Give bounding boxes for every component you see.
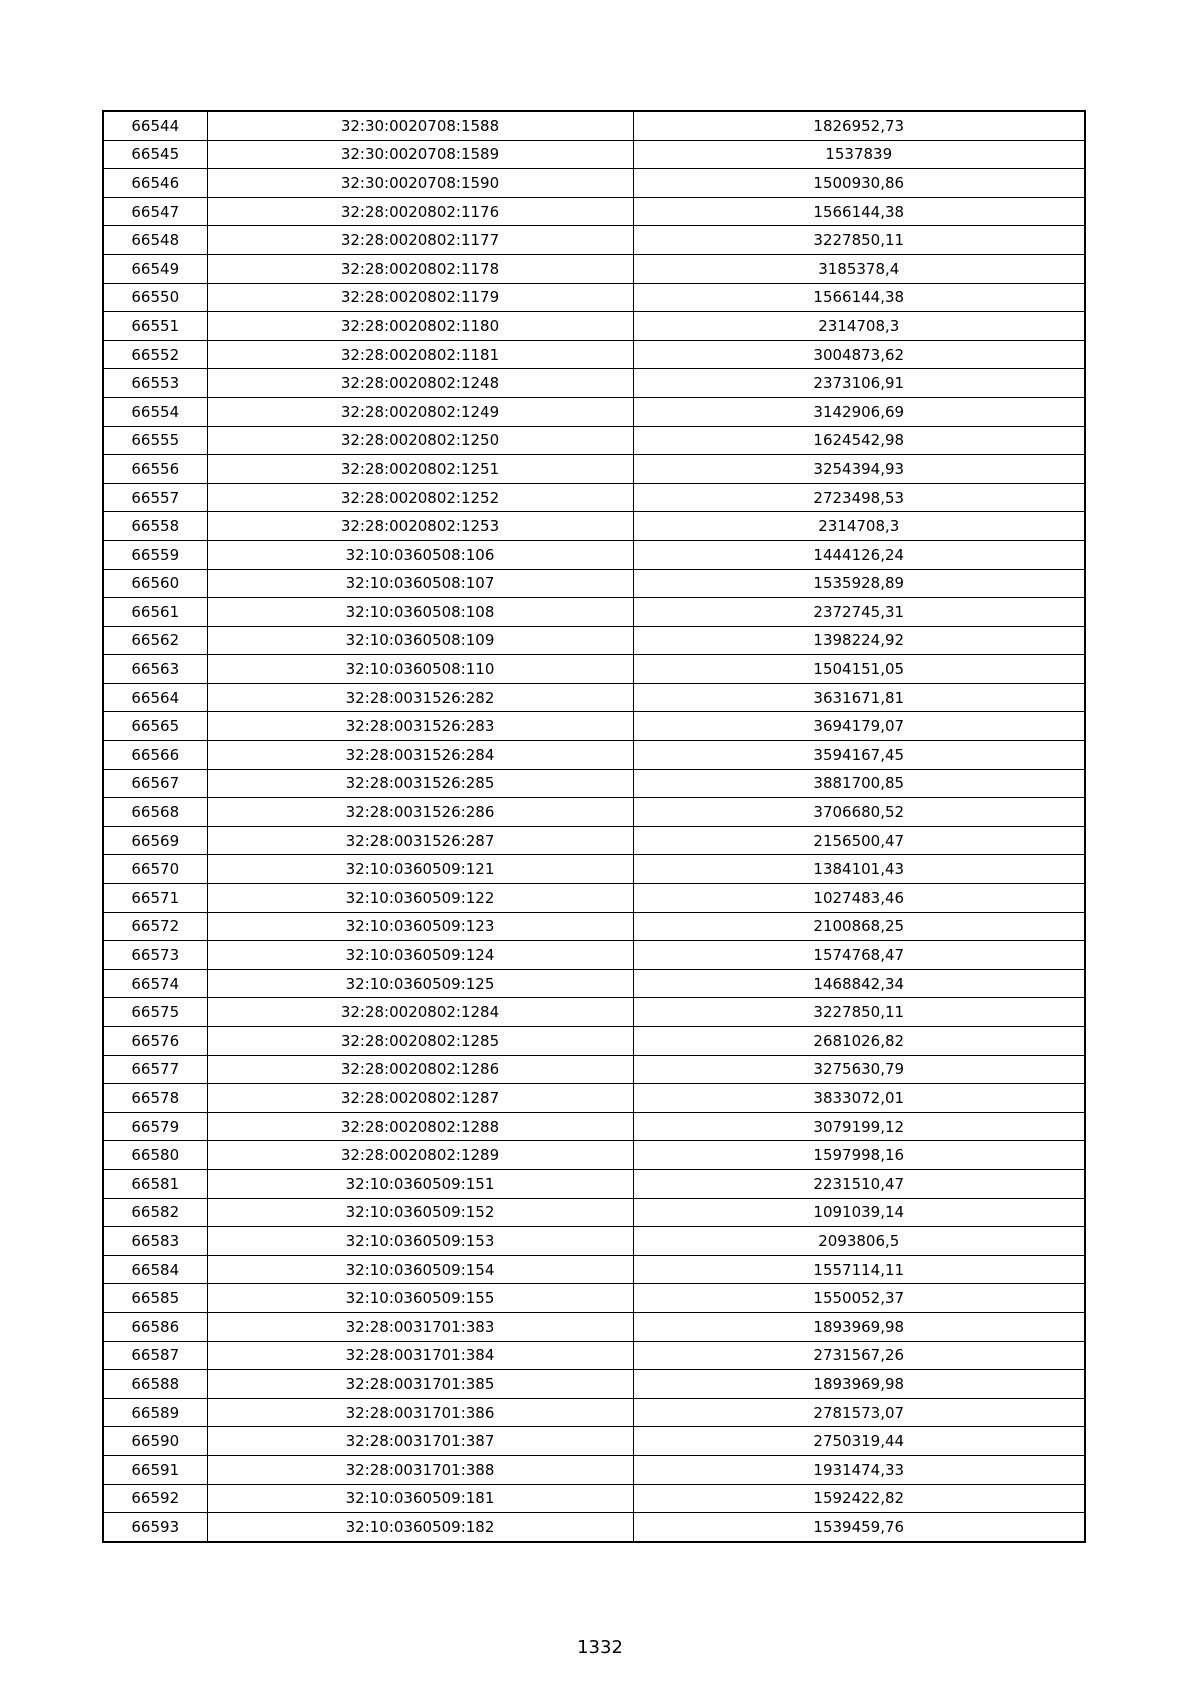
cadastral-number-cell: 32:28:0020802:1289 [207,1141,633,1170]
value-cell: 3185378,4 [633,254,1085,283]
row-number-cell: 66586 [103,1312,207,1341]
value-cell: 1091039,14 [633,1198,1085,1227]
value-cell: 1444126,24 [633,540,1085,569]
table-row [103,1055,1085,1084]
value-cell: 1826952,73 [633,111,1085,140]
table-row [103,741,1085,770]
cadastral-number-cell: 32:28:0020802:1252 [207,483,633,512]
row-number-cell: 66547 [103,197,207,226]
value-cell: 2781573,07 [633,1398,1085,1427]
row-number-cell: 66550 [103,283,207,312]
value-cell: 3142906,69 [633,397,1085,426]
row-number-cell: 66580 [103,1141,207,1170]
table-row [103,884,1085,913]
table-row [103,197,1085,226]
cadastral-number-cell: 32:28:0031701:387 [207,1427,633,1456]
value-cell: 2100868,25 [633,912,1085,941]
value-cell: 2314708,3 [633,512,1085,541]
table-row [103,712,1085,741]
row-number-cell: 66569 [103,826,207,855]
table-row [103,1284,1085,1313]
value-cell: 1500930,86 [633,169,1085,198]
value-cell: 1557114,11 [633,1255,1085,1284]
row-number-cell: 66577 [103,1055,207,1084]
table-row [103,1112,1085,1141]
cadastral-number-cell: 32:10:0360509:122 [207,884,633,913]
table-row [103,1312,1085,1341]
row-number-cell: 66545 [103,140,207,169]
value-cell: 2723498,53 [633,483,1085,512]
row-number-cell: 66573 [103,941,207,970]
table-row [103,598,1085,627]
row-number-cell: 66559 [103,540,207,569]
row-number-cell: 66556 [103,455,207,484]
table-row [103,369,1085,398]
row-number-cell: 66548 [103,226,207,255]
row-number-cell: 66561 [103,598,207,627]
cadastral-number-cell: 32:30:0020708:1588 [207,111,633,140]
value-cell: 1566144,38 [633,197,1085,226]
table-row [103,426,1085,455]
value-cell: 2373106,91 [633,369,1085,398]
table-row [103,1169,1085,1198]
row-number-cell: 66549 [103,254,207,283]
cadastral-number-cell: 32:28:0020802:1178 [207,254,633,283]
value-cell: 3254394,93 [633,455,1085,484]
row-number-cell: 66552 [103,340,207,369]
cadastral-number-cell: 32:28:0031526:284 [207,741,633,770]
value-cell: 3833072,01 [633,1084,1085,1113]
row-number-cell: 66567 [103,769,207,798]
cadastral-number-cell: 32:10:0360509:121 [207,855,633,884]
value-cell: 2156500,47 [633,826,1085,855]
table-row [103,1341,1085,1370]
row-number-cell: 66557 [103,483,207,512]
row-number-cell: 66553 [103,369,207,398]
cadastral-number-cell: 32:10:0360509:153 [207,1227,633,1256]
value-cell: 1468842,34 [633,969,1085,998]
table-row [103,1455,1085,1484]
cadastral-number-cell: 32:28:0031526:287 [207,826,633,855]
table-row [103,1198,1085,1227]
table-row [103,540,1085,569]
row-number-cell: 66579 [103,1112,207,1141]
cadastral-number-cell: 32:28:0020802:1253 [207,512,633,541]
table-row [103,254,1085,283]
cadastral-number-cell: 32:28:0031526:282 [207,683,633,712]
cadastral-number-cell: 32:10:0360509:124 [207,941,633,970]
value-cell: 1566144,38 [633,283,1085,312]
row-number-cell: 66564 [103,683,207,712]
table-row [103,655,1085,684]
table-row [103,111,1085,140]
value-cell: 1931474,33 [633,1455,1085,1484]
table-row [103,969,1085,998]
table-row [103,1027,1085,1056]
value-cell: 2231510,47 [633,1169,1085,1198]
cadastral-number-cell: 32:28:0020802:1284 [207,998,633,1027]
row-number-cell: 66575 [103,998,207,1027]
row-number-cell: 66581 [103,1169,207,1198]
table-row [103,1227,1085,1256]
cadastral-number-cell: 32:28:0020802:1251 [207,455,633,484]
table-row [103,1427,1085,1456]
value-cell: 3227850,11 [633,226,1085,255]
table-row [103,626,1085,655]
value-cell: 1574768,47 [633,941,1085,970]
row-number-cell: 66546 [103,169,207,198]
row-number-cell: 66562 [103,626,207,655]
value-cell: 3881700,85 [633,769,1085,798]
cadastral-number-cell: 32:28:0020802:1176 [207,197,633,226]
table-row [103,1398,1085,1427]
value-cell: 1624542,98 [633,426,1085,455]
value-cell: 2372745,31 [633,598,1085,627]
cadastral-number-cell: 32:28:0020802:1249 [207,397,633,426]
row-number-cell: 66560 [103,569,207,598]
table-row [103,826,1085,855]
row-number-cell: 66587 [103,1341,207,1370]
value-cell: 2681026,82 [633,1027,1085,1056]
value-cell: 3594167,45 [633,741,1085,770]
value-cell: 1027483,46 [633,884,1085,913]
table-row [103,455,1085,484]
value-cell: 2314708,3 [633,312,1085,341]
table-row [103,683,1085,712]
cadastral-number-cell: 32:28:0031526:286 [207,798,633,827]
row-number-cell: 66593 [103,1513,207,1542]
row-number-cell: 66558 [103,512,207,541]
row-number-cell: 66551 [103,312,207,341]
value-cell: 1535928,89 [633,569,1085,598]
row-number-cell: 66574 [103,969,207,998]
cadastral-number-cell: 32:28:0020802:1250 [207,426,633,455]
cadastral-number-cell: 32:10:0360509:151 [207,1169,633,1198]
table-row [103,1141,1085,1170]
row-number-cell: 66588 [103,1370,207,1399]
cadastral-number-cell: 32:28:0031701:385 [207,1370,633,1399]
cadastral-number-cell: 32:10:0360509:182 [207,1513,633,1542]
value-cell: 3227850,11 [633,998,1085,1027]
value-cell: 3706680,52 [633,798,1085,827]
cadastral-number-cell: 32:28:0020802:1288 [207,1112,633,1141]
row-number-cell: 66576 [103,1027,207,1056]
row-number-cell: 66571 [103,884,207,913]
cadastral-number-cell: 32:10:0360508:106 [207,540,633,569]
value-cell: 1504151,05 [633,655,1085,684]
cadastral-number-cell: 32:28:0031701:388 [207,1455,633,1484]
value-cell: 3079199,12 [633,1112,1085,1141]
cadastral-number-cell: 32:10:0360509:123 [207,912,633,941]
cadastral-number-cell: 32:10:0360508:108 [207,598,633,627]
row-number-cell: 66591 [103,1455,207,1484]
table-row [103,1513,1085,1542]
row-number-cell: 66563 [103,655,207,684]
table-row [103,140,1085,169]
row-number-cell: 66584 [103,1255,207,1284]
row-number-cell: 66589 [103,1398,207,1427]
cadastral-number-cell: 32:28:0020802:1285 [207,1027,633,1056]
value-cell: 1597998,16 [633,1141,1085,1170]
cadastral-number-cell: 32:28:0020802:1177 [207,226,633,255]
cadastral-number-cell: 32:10:0360509:181 [207,1484,633,1513]
value-cell: 1893969,98 [633,1370,1085,1399]
value-cell: 1592422,82 [633,1484,1085,1513]
table-row [103,941,1085,970]
table-row [103,340,1085,369]
row-number-cell: 66590 [103,1427,207,1456]
cadastral-number-cell: 32:10:0360508:109 [207,626,633,655]
table-row [103,1370,1085,1399]
value-cell: 3004873,62 [633,340,1085,369]
cadastral-value-table [102,110,1086,1543]
row-number-cell: 66566 [103,741,207,770]
row-number-cell: 66578 [103,1084,207,1113]
table-body [103,111,1085,1542]
cadastral-number-cell: 32:28:0020802:1180 [207,312,633,341]
value-cell: 3694179,07 [633,712,1085,741]
value-cell: 1398224,92 [633,626,1085,655]
row-number-cell: 66572 [103,912,207,941]
value-cell: 2093806,5 [633,1227,1085,1256]
table-row [103,1255,1085,1284]
row-number-cell: 66583 [103,1227,207,1256]
value-cell: 1539459,76 [633,1513,1085,1542]
cadastral-number-cell: 32:10:0360509:154 [207,1255,633,1284]
row-number-cell: 66565 [103,712,207,741]
value-cell: 1537839 [633,140,1085,169]
value-cell: 2750319,44 [633,1427,1085,1456]
value-cell: 3631671,81 [633,683,1085,712]
table-row [103,397,1085,426]
cadastral-number-cell: 32:10:0360508:110 [207,655,633,684]
cadastral-number-cell: 32:28:0031701:386 [207,1398,633,1427]
table-row [103,798,1085,827]
cadastral-number-cell: 32:28:0020802:1287 [207,1084,633,1113]
row-number-cell: 66592 [103,1484,207,1513]
table-row [103,169,1085,198]
cadastral-number-cell: 32:10:0360509:155 [207,1284,633,1313]
row-number-cell: 66555 [103,426,207,455]
cadastral-number-cell: 32:28:0020802:1248 [207,369,633,398]
value-cell: 1893969,98 [633,1312,1085,1341]
table-row [103,283,1085,312]
row-number-cell: 66544 [103,111,207,140]
cadastral-number-cell: 32:30:0020708:1590 [207,169,633,198]
table-row [103,769,1085,798]
table-row [103,912,1085,941]
table-row [103,312,1085,341]
cadastral-number-cell: 32:28:0020802:1181 [207,340,633,369]
value-cell: 1384101,43 [633,855,1085,884]
row-number-cell: 66568 [103,798,207,827]
cadastral-number-cell: 32:10:0360509:152 [207,1198,633,1227]
table-row [103,512,1085,541]
cadastral-number-cell: 32:28:0031701:383 [207,1312,633,1341]
cadastral-number-cell: 32:28:0031701:384 [207,1341,633,1370]
table-row [103,226,1085,255]
table-row [103,569,1085,598]
table-row [103,483,1085,512]
table-row [103,855,1085,884]
value-cell: 1550052,37 [633,1284,1085,1313]
table-row [103,1084,1085,1113]
page-number: 1332 [577,1637,623,1658]
value-cell: 2731567,26 [633,1341,1085,1370]
cadastral-number-cell: 32:28:0020802:1179 [207,283,633,312]
cadastral-number-cell: 32:10:0360508:107 [207,569,633,598]
cadastral-number-cell: 32:28:0020802:1286 [207,1055,633,1084]
value-cell: 3275630,79 [633,1055,1085,1084]
table-row [103,1484,1085,1513]
row-number-cell: 66570 [103,855,207,884]
row-number-cell: 66585 [103,1284,207,1313]
cadastral-number-cell: 32:30:0020708:1589 [207,140,633,169]
row-number-cell: 66582 [103,1198,207,1227]
cadastral-number-cell: 32:28:0031526:285 [207,769,633,798]
cadastral-number-cell: 32:10:0360509:125 [207,969,633,998]
row-number-cell: 66554 [103,397,207,426]
cadastral-number-cell: 32:28:0031526:283 [207,712,633,741]
table-row [103,998,1085,1027]
